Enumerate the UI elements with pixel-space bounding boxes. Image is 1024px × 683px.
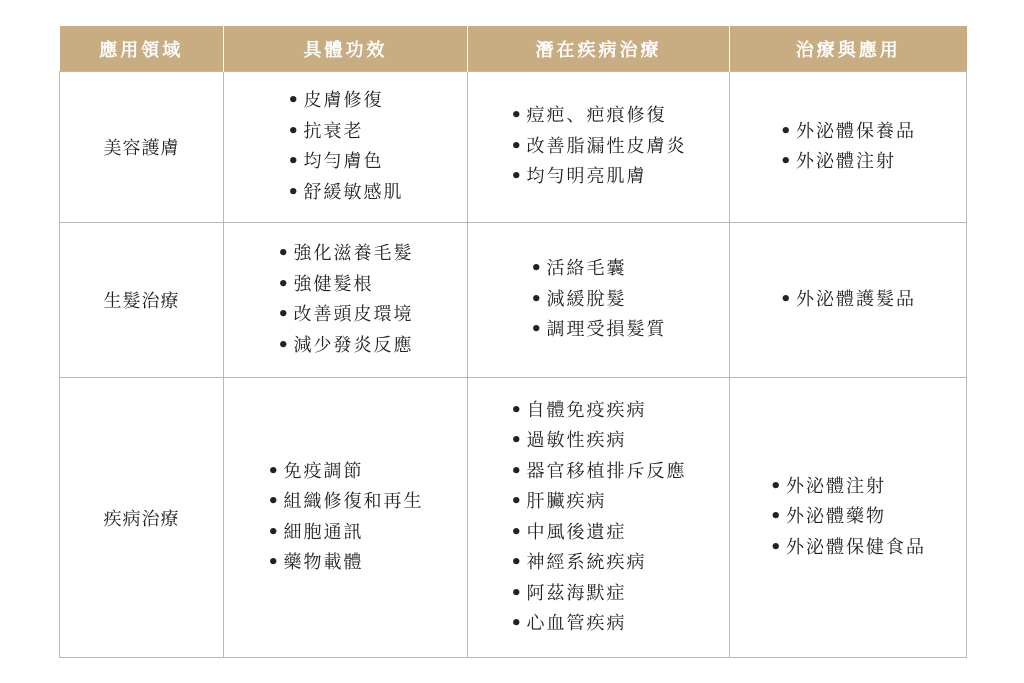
bullet-icon: • <box>267 491 282 512</box>
list-item: • 過敏性疾病 <box>511 426 687 457</box>
list-item: • 藥物載體 <box>268 548 424 579</box>
bullet-icon: • <box>510 135 525 157</box>
list-item: • 細胞通訊 <box>268 518 424 549</box>
bullet-icon: • <box>770 506 784 528</box>
exosome-application-table <box>59 26 967 658</box>
bullet-icon: • <box>510 399 525 421</box>
list-item: • 肝臟疾病 <box>511 487 687 518</box>
bullet-icon: • <box>287 90 302 111</box>
list-item: • 外泌體保健食品 <box>770 533 926 564</box>
bullet-icon: • <box>267 460 282 482</box>
list-item: • 舒緩敏感肌 <box>288 178 404 209</box>
list-item: • 減緩脫髮 <box>531 285 667 316</box>
bullet-icon: • <box>780 151 794 172</box>
bullet-icon: • <box>277 243 292 264</box>
diseases-cell <box>468 378 730 658</box>
header-specific-effects: 具體功效 <box>224 26 468 72</box>
bullet-icon: • <box>780 288 794 310</box>
diseases-cell <box>468 72 730 223</box>
applications-cell <box>730 72 967 223</box>
bullet-icon: • <box>267 521 282 543</box>
diseases-list <box>531 254 667 346</box>
table-row <box>60 378 967 658</box>
bullet-icon: • <box>530 288 545 310</box>
header-potential-disease-treatment: 潛在疾病治療 <box>468 26 730 72</box>
bullet-icon: • <box>510 521 525 543</box>
list-item: • 外泌體藥物 <box>770 502 926 533</box>
bullet-icon: • <box>510 166 525 188</box>
list-item: • 心血管疾病 <box>511 609 687 640</box>
table-header-row <box>60 26 967 72</box>
list-item: • 外泌體護髮品 <box>780 285 916 316</box>
effects-list <box>288 86 404 208</box>
domain-cell: 美容護膚 <box>60 72 224 223</box>
effects-cell <box>224 378 468 658</box>
effects-cell <box>224 72 468 223</box>
header-application-domain: 應用領域 <box>60 26 224 72</box>
header-treatment-and-application: 治療與應用 <box>730 26 967 72</box>
list-item: • 調理受損髮質 <box>531 315 667 346</box>
bullet-icon: • <box>510 460 525 482</box>
bullet-icon: • <box>277 304 292 325</box>
bullet-icon: • <box>287 151 302 172</box>
bullet-icon: • <box>530 319 545 341</box>
list-item: • 均勻膚色 <box>288 147 404 178</box>
list-item: • 改善頭皮環境 <box>278 300 414 331</box>
bullet-icon: • <box>277 334 292 356</box>
list-item: • 強化滋養毛髮 <box>278 239 414 270</box>
list-item: • 器官移植排斥反應 <box>511 457 687 488</box>
list-item: • 強健髮根 <box>278 270 414 301</box>
bullet-icon: • <box>287 181 302 203</box>
bullet-icon: • <box>510 105 525 127</box>
bullet-icon: • <box>267 552 282 573</box>
list-item: • 中風後遺症 <box>511 518 687 549</box>
effects-cell <box>224 223 468 378</box>
list-item: • 外泌體注射 <box>780 147 916 178</box>
list-item: • 皮膚修復 <box>288 86 404 117</box>
applications-cell <box>730 378 967 658</box>
list-item: • 神經系統疾病 <box>511 548 687 579</box>
bullet-icon: • <box>277 273 292 295</box>
list-item: • 自體免疫疾病 <box>511 396 687 427</box>
list-item: • 改善脂漏性皮膚炎 <box>511 132 687 163</box>
applications-cell <box>730 223 967 378</box>
list-item: • 外泌體保養品 <box>780 117 916 148</box>
bullet-icon: • <box>287 120 302 142</box>
list-item: • 外泌體注射 <box>770 472 926 503</box>
list-item: • 減少發炎反應 <box>278 331 414 362</box>
diseases-cell <box>468 223 730 378</box>
domain-cell: 生髮治療 <box>60 223 224 378</box>
bullet-icon: • <box>510 552 525 573</box>
effects-list <box>278 239 414 361</box>
effects-list <box>268 457 424 579</box>
list-item: • 抗衰老 <box>288 117 404 148</box>
list-item: • 免疫調節 <box>268 457 424 488</box>
bullet-icon: • <box>770 536 784 558</box>
list-item: • 組織修復和再生 <box>268 487 424 518</box>
table-row <box>60 223 967 378</box>
applications-list <box>770 472 926 564</box>
applications-list <box>780 285 916 316</box>
domain-cell: 疾病治療 <box>60 378 224 658</box>
list-item: • 均勻明亮肌膚 <box>511 162 687 193</box>
list-item: • 阿茲海默症 <box>511 579 687 610</box>
diseases-list <box>511 396 687 640</box>
bullet-icon: • <box>510 491 525 512</box>
bullet-icon: • <box>780 120 794 142</box>
bullet-icon: • <box>510 613 525 634</box>
bullet-icon: • <box>770 475 784 497</box>
table-row <box>60 72 967 223</box>
list-item: • 活絡毛囊 <box>531 254 667 285</box>
applications-list <box>780 117 916 178</box>
list-item: • 痘疤、疤痕修復 <box>511 101 687 132</box>
bullet-icon: • <box>510 582 525 604</box>
bullet-icon: • <box>510 430 525 451</box>
bullet-icon: • <box>530 258 545 280</box>
diseases-list <box>511 101 687 193</box>
